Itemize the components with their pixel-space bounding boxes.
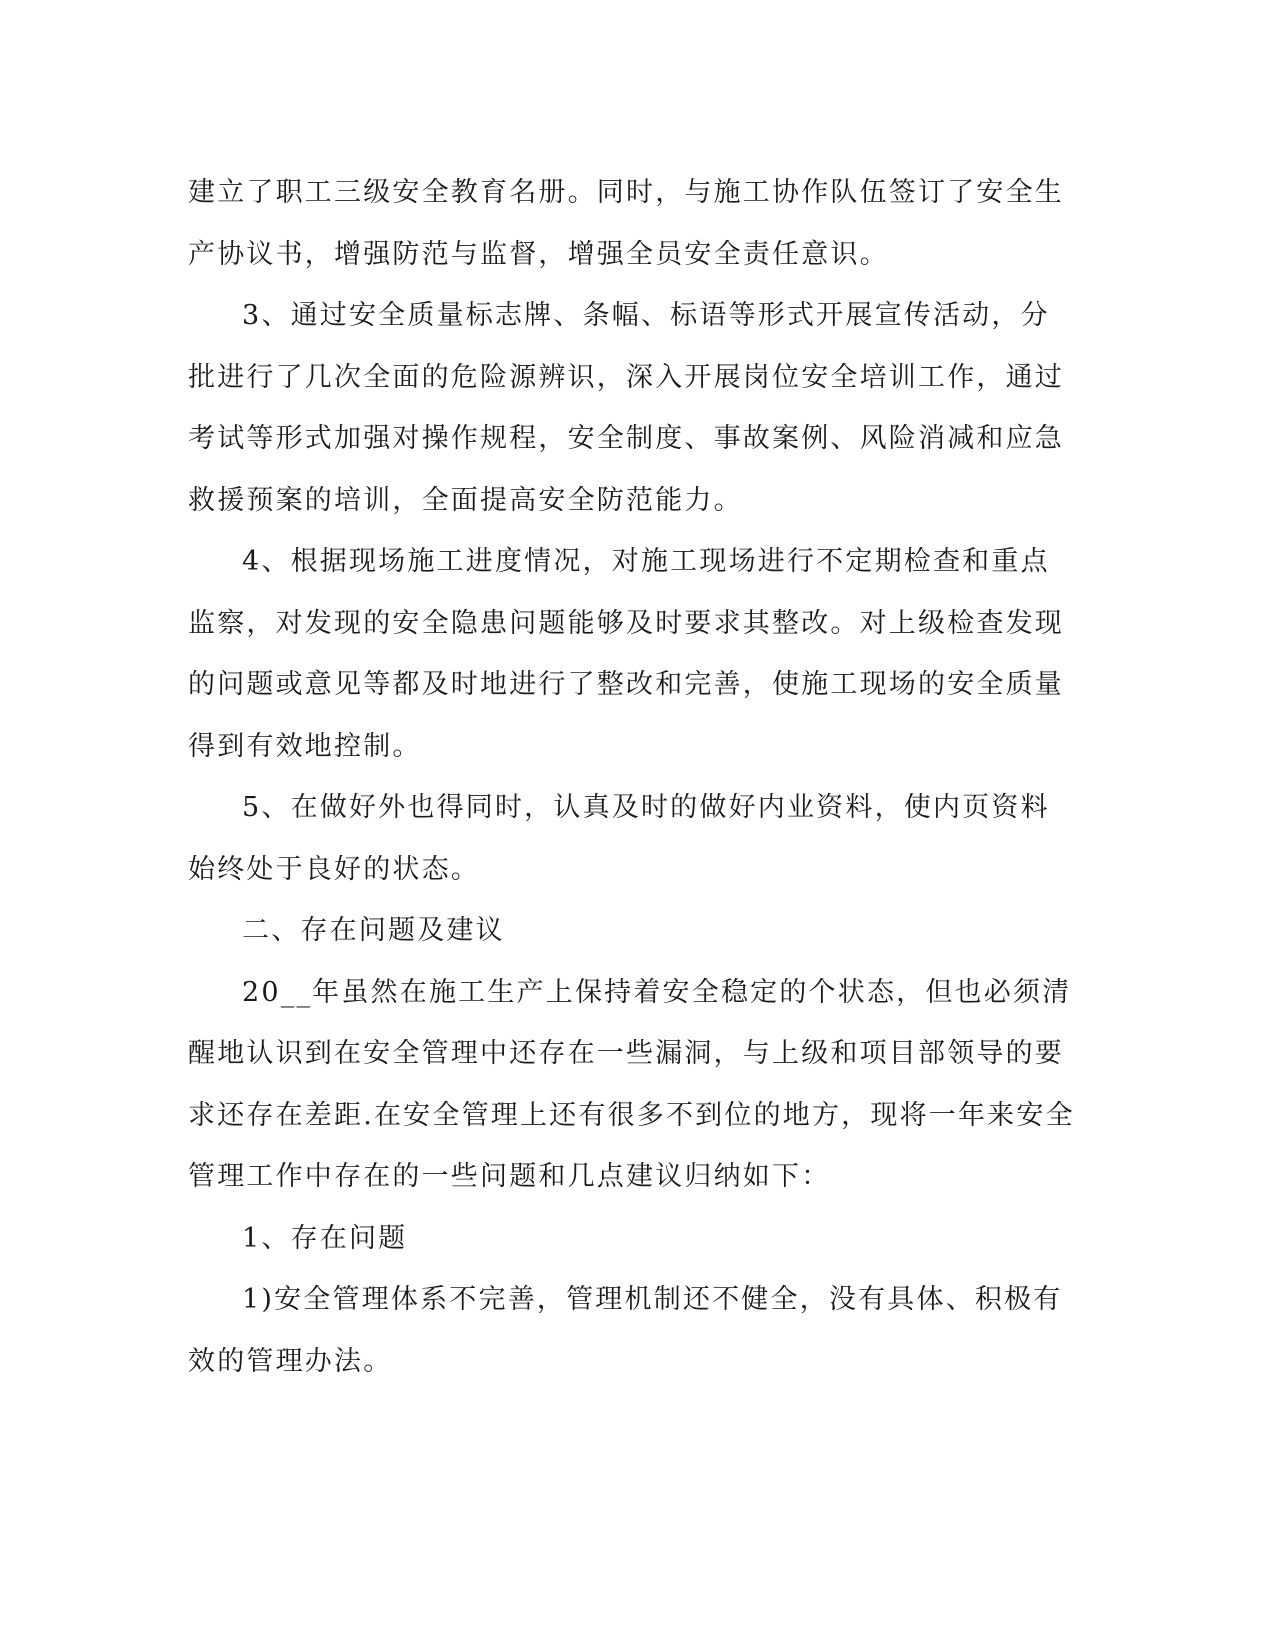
document-body (188, 162, 1075, 1392)
text-line: 二、存在问题及建议 (242, 915, 505, 946)
text-line: 4、根据现场施工进度情况，对施工现场进行不定期检查和重点 (242, 546, 1050, 577)
section-heading-problems (188, 900, 1068, 962)
text-line: 救援预案的培训，全面提高安全防范能力。 (188, 484, 743, 516)
text-line: 的问题或意见等都及时地进行了整改和完善，使施工现场的安全质量 (188, 669, 1064, 700)
text-line: 始终处于良好的状态。 (188, 853, 480, 885)
paragraph-year-summary (188, 962, 1075, 1208)
text-line: 批进行了几次全面的危险源辨识，深入开展岗位安全培训工作，通过 (188, 361, 1064, 393)
text-line: 3、通过安全质量标志牌、条幅、标语等形式开展宣传活动，分 (242, 300, 1050, 331)
text-line: 监察，对发现的安全隐患问题能够及时要求其整改。对上级检查发现 (188, 607, 1064, 639)
text-line: 产协议书，增强防范与监督，增强全员安全责任意识。 (188, 238, 889, 270)
paragraph-item-5 (188, 777, 1068, 900)
text-line: 求还存在差距.在安全管理上还有很多不到位的地方，现将一年来安全 (188, 1099, 1075, 1131)
text-line: 醒地认识到在安全管理中还存在一些漏洞，与上级和项目部领导的要 (188, 1038, 1064, 1069)
text-line: 考试等形式加强对操作规程，安全制度、事故案例、风险消减和应急 (188, 423, 1064, 454)
paragraph-item-4 (188, 531, 1068, 777)
text-line: 管理工作中存在的一些问题和几点建议归纳如下： (188, 1161, 831, 1192)
text-line: 得到有效地控制。 (188, 730, 422, 762)
paragraph-item-3 (188, 285, 1068, 531)
text-line: 效的管理办法。 (188, 1345, 393, 1377)
paragraph-problem-1 (188, 1269, 1068, 1392)
text-line: 建立了职工三级安全教育名册。同时，与施工协作队伍签订了安全生 (188, 177, 1064, 208)
text-line: 20__年虽然在施工生产上保持着安全稳定的个状态，但也必须清 (242, 976, 1072, 1008)
paragraph-education-register (188, 162, 1068, 285)
text-line: 5、在做好外也得同时，认真及时的做好内业资料，使内页资料 (242, 792, 1050, 823)
text-line: 1)安全管理体系不完善，管理机制还不健全，没有具体、积极有 (242, 1284, 1063, 1315)
subheading-existing-problems (188, 1208, 1068, 1270)
text-line: 1、存在问题 (242, 1222, 408, 1254)
